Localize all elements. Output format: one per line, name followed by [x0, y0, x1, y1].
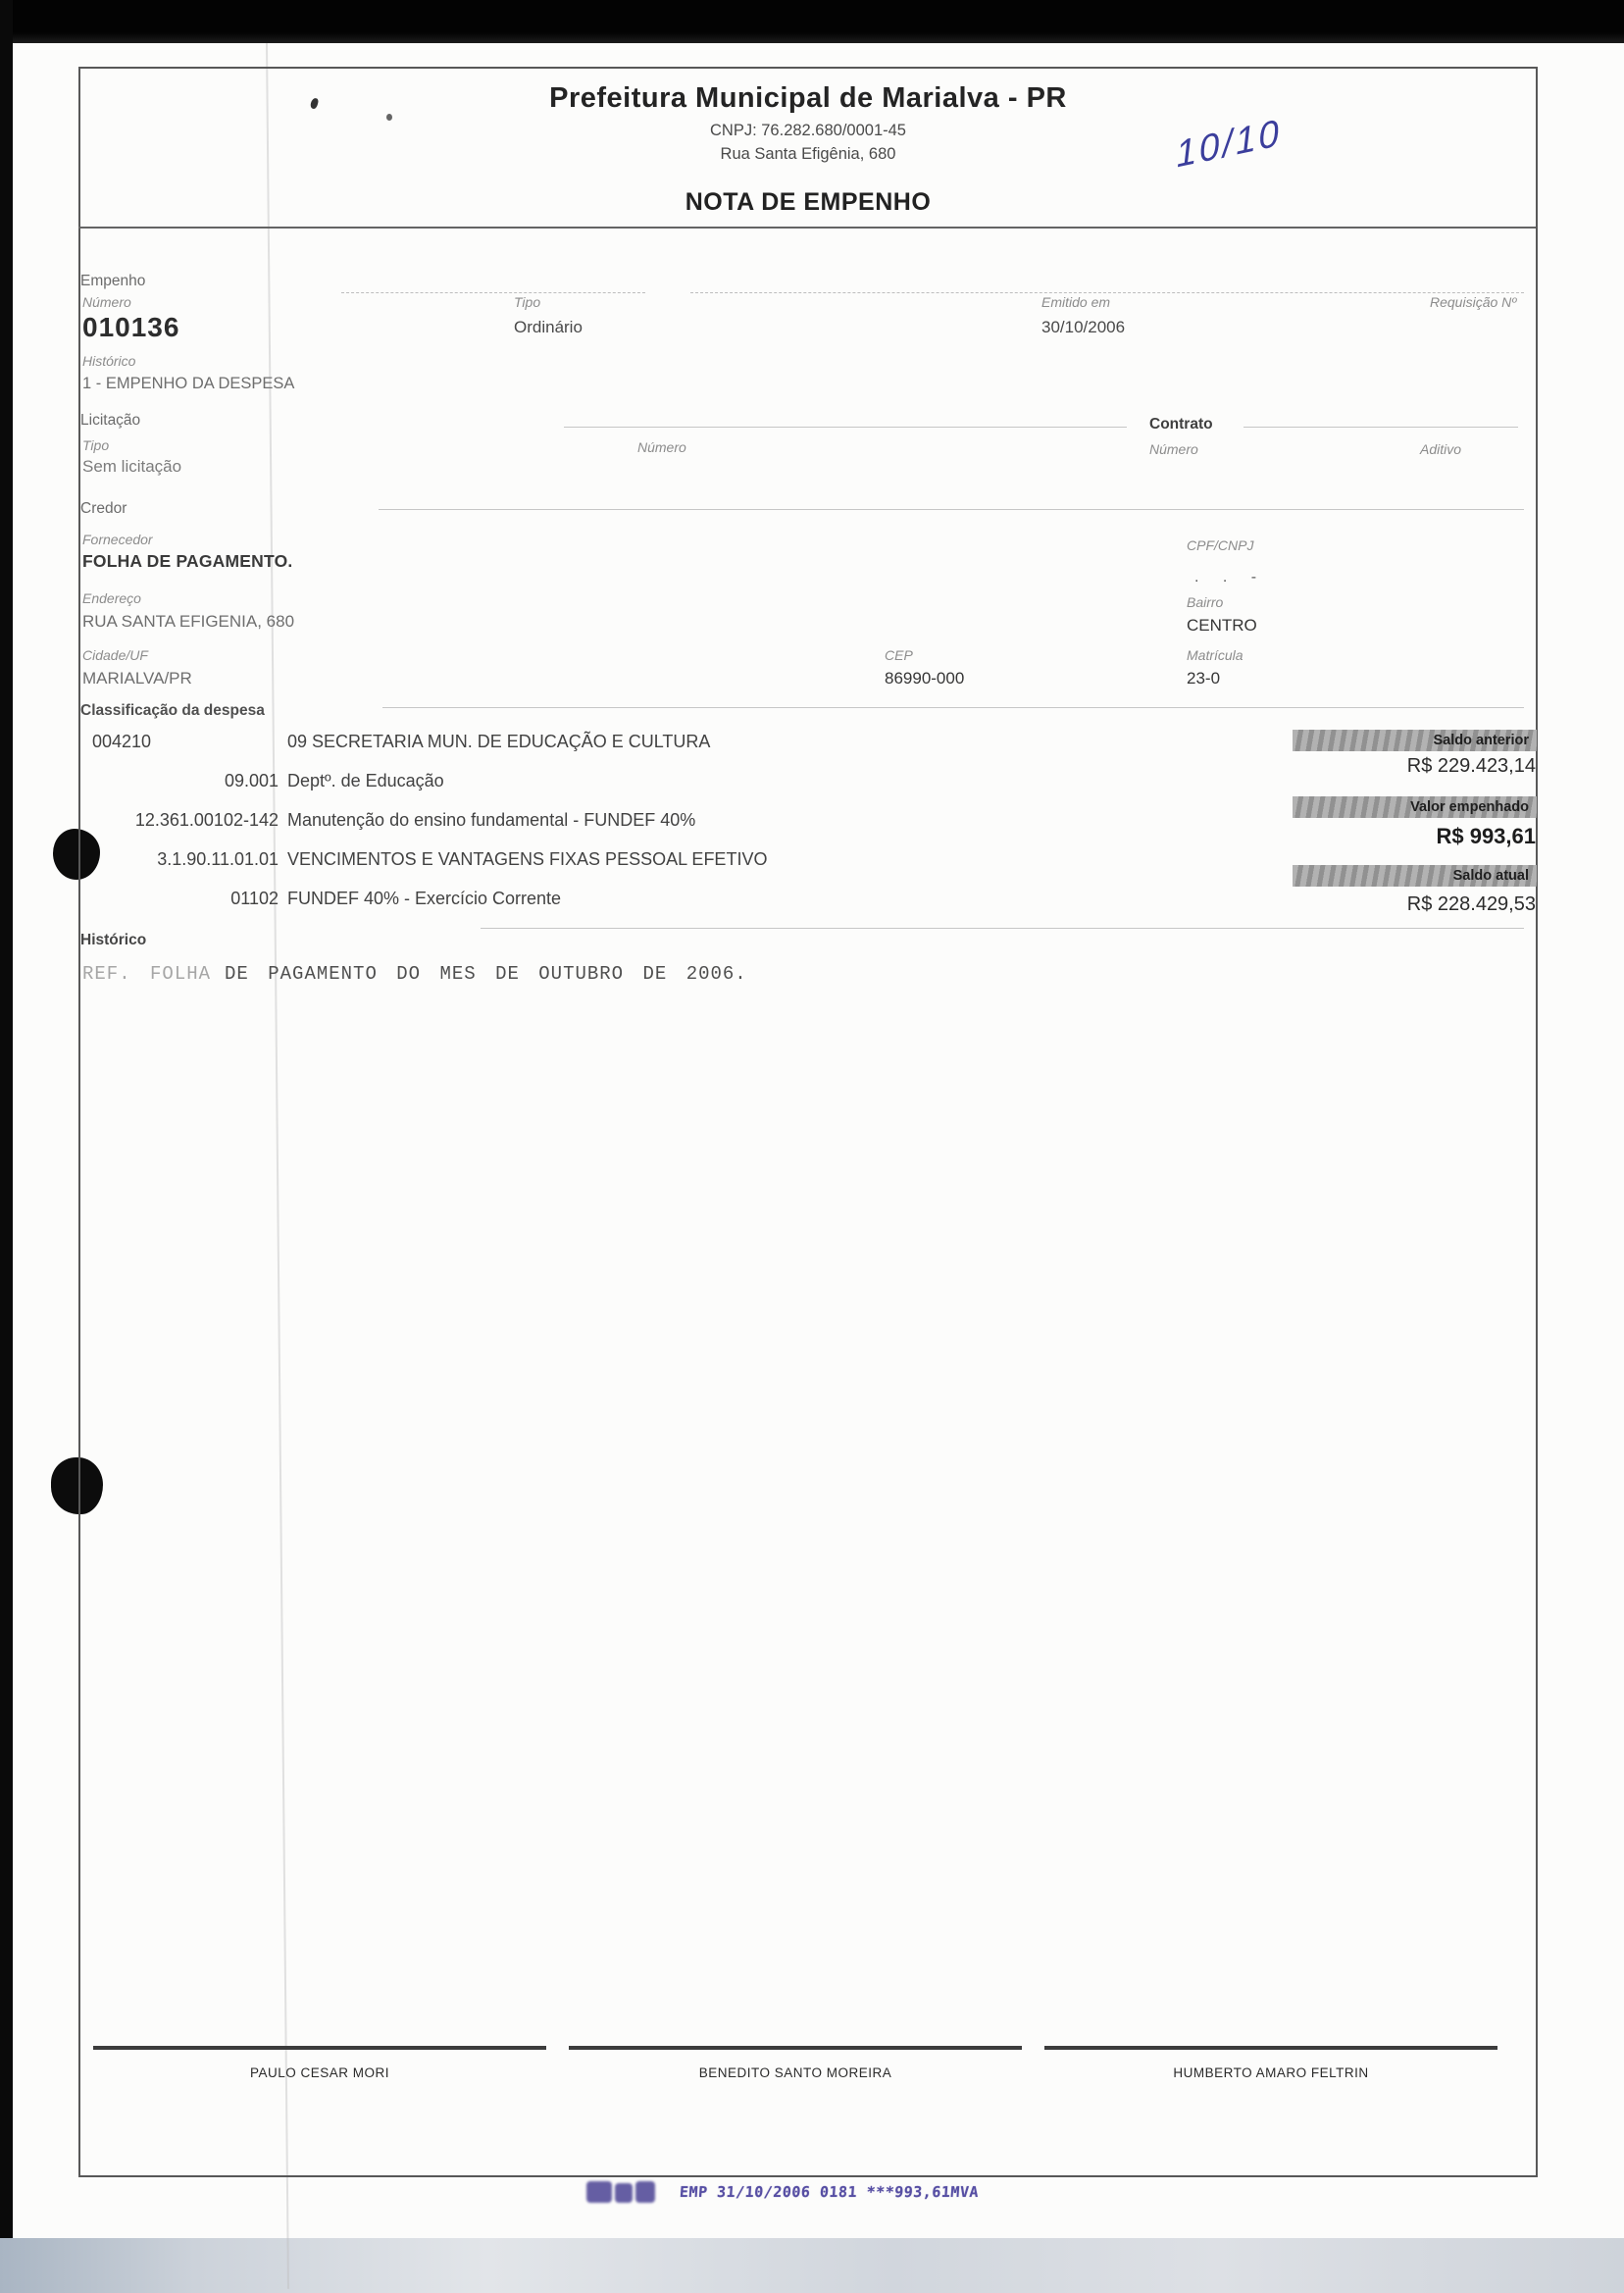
empenho-tipo-value: Ordinário	[514, 318, 583, 336]
classificacao-row	[71, 810, 695, 831]
classificacao-code: 004210	[92, 732, 152, 751]
credor-matricula-label: Matrícula	[1187, 647, 1243, 663]
classificacao-row	[71, 889, 561, 909]
credor-bairro-label: Bairro	[1187, 594, 1224, 610]
section-label-empenho: Empenho	[80, 273, 146, 289]
empenho-requisicao-label: Requisição Nº	[1430, 294, 1517, 310]
signature-name-3: HUMBERTO AMARO FELTRIN	[1173, 2065, 1369, 2080]
scan-edge-bottom-shadow	[0, 2279, 1624, 2293]
valor-empenhado-bar: Valor empenhado	[1293, 796, 1537, 818]
classificacao-code: 09.001	[224, 771, 279, 790]
ruled-line	[564, 427, 1127, 428]
saldo-anterior-bar: Saldo anterior	[1293, 730, 1537, 751]
header-cnpj: CNPJ: 76.282.680/0001-45	[710, 122, 906, 139]
section-label-historico: Histórico	[80, 932, 147, 948]
credor-matricula-value: 23-0	[1187, 669, 1221, 688]
classificacao-desc: FUNDEF 40% - Exercício Corrente	[287, 889, 562, 908]
credor-cep-value: 86990-000	[885, 669, 965, 688]
empenho-numero-label: Número	[82, 294, 131, 310]
classificacao-desc: Manutenção do ensino fundamental - FUNDEF 40%	[287, 810, 696, 830]
empenho-tipo-label: Tipo	[514, 294, 541, 310]
classificacao-code: 3.1.90.11.01.01	[157, 849, 279, 869]
ruled-line	[341, 292, 645, 293]
header-address: Rua Santa Efigênia, 680	[720, 145, 896, 163]
page-border	[78, 67, 1538, 2177]
ruled-line	[379, 509, 1524, 510]
section-label-classificacao: Classificação da despesa	[80, 702, 265, 719]
classificacao-desc: Deptº. de Educação	[287, 771, 444, 790]
historico-text-rest: DE PAGAMENTO DO MES DE OUTUBRO DE 2006.	[225, 963, 747, 985]
empenho-emitido-label: Emitido em	[1041, 294, 1111, 310]
saldo-atual-bar: Saldo atual	[1293, 865, 1537, 887]
section-label-credor: Credor	[80, 500, 127, 517]
section-label-contrato: Contrato	[1149, 416, 1213, 433]
licitacao-numero-label: Número	[637, 439, 686, 455]
signature-name-1: PAULO CESAR MORI	[249, 2065, 390, 2080]
stamp-smudge-icon	[586, 2181, 612, 2203]
licitacao-tipo-label: Tipo	[82, 437, 110, 453]
classificacao-desc: 09 SECRETARIA MUN. DE EDUCAÇÃO E CULTURA	[287, 732, 711, 751]
historico-text	[82, 963, 747, 985]
signature-line-1	[93, 2046, 546, 2050]
signature-line-2	[569, 2046, 1022, 2050]
scan-edge-top	[0, 0, 1624, 43]
empenho-historico-label: Histórico	[82, 353, 136, 369]
signature-name-2: BENEDITO SANTO MOREIRA	[698, 2065, 892, 2080]
empenho-emitido-value: 30/10/2006	[1041, 318, 1126, 336]
credor-cep-label: CEP	[885, 647, 913, 663]
ruled-line	[690, 292, 1524, 293]
classificacao-desc: VENCIMENTOS E VANTAGENS FIXAS PESSOAL EFETIVO	[287, 849, 768, 869]
credor-cpfcnpj-label: CPF/CNPJ	[1187, 537, 1254, 553]
ruled-line	[481, 928, 1524, 929]
credor-cpfcnpj-value: . . -	[1194, 569, 1259, 586]
empenho-numero-value: 010136	[82, 312, 180, 342]
header-separator-line	[78, 227, 1536, 229]
scan-edge-left	[0, 0, 13, 2240]
signature-line-3	[1044, 2046, 1497, 2050]
classificacao-row	[71, 771, 444, 791]
credor-endereco-label: Endereço	[82, 590, 141, 606]
empenho-historico-value: 1 - EMPENHO DA DESPESA	[82, 375, 295, 392]
credor-cidade-label: Cidade/UF	[82, 647, 148, 663]
ruled-line	[1243, 427, 1518, 428]
handwritten-note: 10/10	[1174, 112, 1284, 177]
contrato-aditivo-label: Aditivo	[1420, 441, 1462, 457]
credor-cidade-value: MARIALVA/PR	[82, 669, 192, 688]
contrato-numero-label: Número	[1149, 441, 1198, 457]
classificacao-row	[71, 849, 767, 870]
classificacao-code: 12.361.00102-142	[134, 810, 279, 830]
credor-endereco-value: RUA SANTA EFIGENIA, 680	[82, 612, 295, 631]
saldo-atual-value: R$ 228.429,53	[1406, 893, 1536, 915]
saldo-anterior-value: R$ 229.423,14	[1406, 755, 1536, 777]
dot-matrix-stamp-text: EMP 31/10/2006 0181 ***993,61MVA	[679, 2183, 980, 2201]
section-label-licitacao: Licitação	[80, 412, 141, 429]
stamp-smudge-icon	[615, 2183, 633, 2203]
classificacao-code: 01102	[230, 889, 279, 908]
licitacao-tipo-value: Sem licitação	[82, 457, 182, 476]
credor-fornecedor-value: FOLHA DE PAGAMENTO.	[82, 551, 293, 571]
document-type-title: NOTA DE EMPENHO	[685, 188, 932, 216]
stamp-smudge-icon	[635, 2181, 655, 2203]
credor-bairro-value: CENTRO	[1187, 616, 1257, 635]
valor-empenhado-value: R$ 993,61	[1436, 824, 1536, 848]
credor-fornecedor-label: Fornecedor	[82, 532, 153, 547]
ruled-line	[382, 707, 1524, 708]
page-title: Prefeitura Municipal de Marialva - PR	[549, 82, 1067, 114]
historico-text-faded: REF. FOLHA	[82, 963, 212, 985]
classificacao-row	[71, 732, 710, 752]
